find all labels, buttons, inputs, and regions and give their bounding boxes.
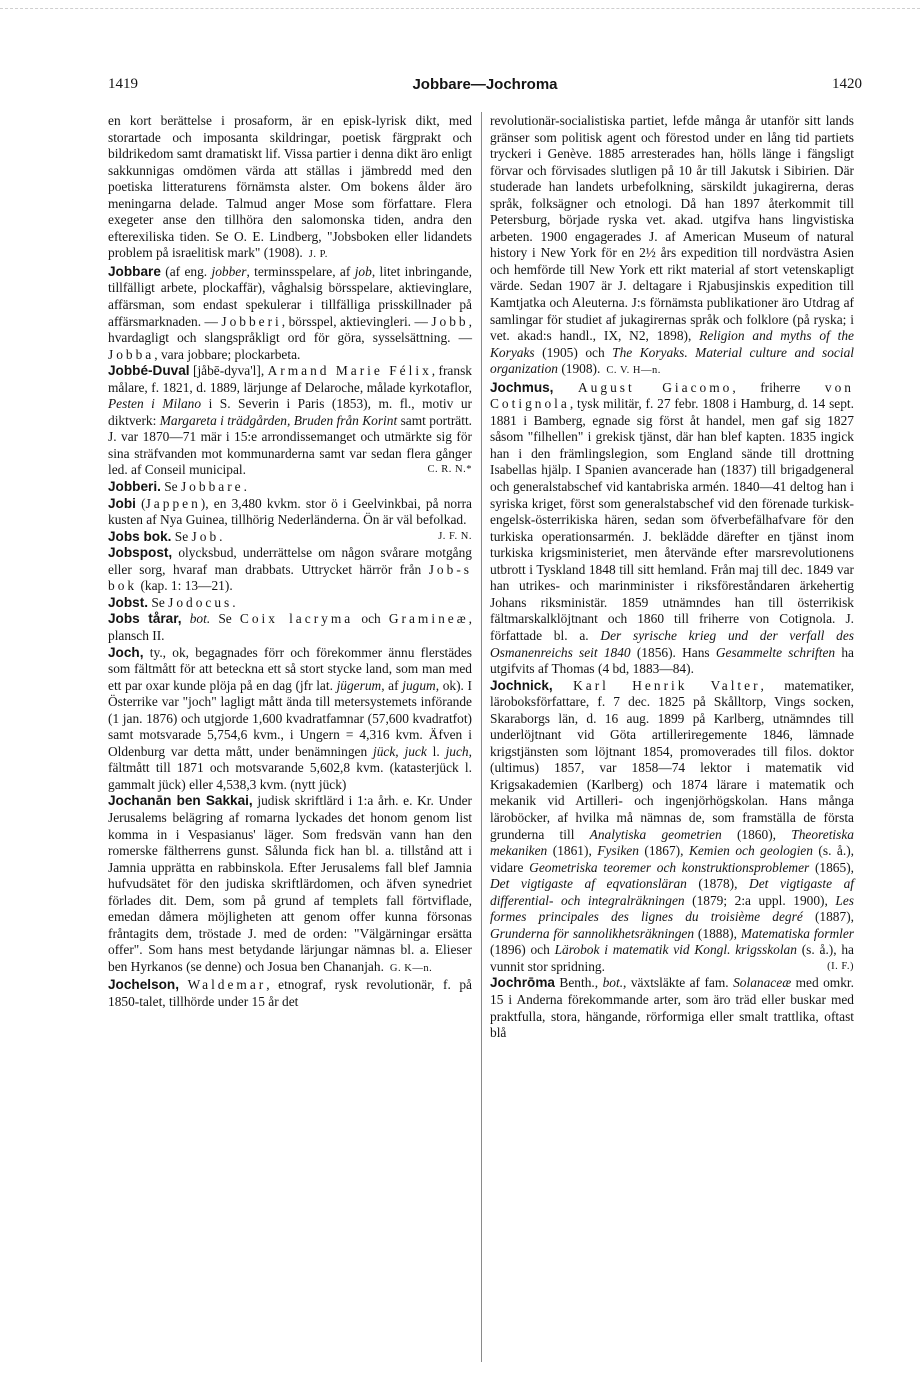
- author-signature: J. F. N.: [438, 530, 472, 542]
- scan-edge-line: [0, 8, 920, 9]
- entry-jochelson: Jochelson, Waldemar, etnograf, rysk revolutionär, f. på 1850-talet, tillhörde under 15 år det: [108, 977, 472, 1009]
- headword: Jochnick,: [490, 677, 553, 693]
- entry-jobbe-duval: Jobbé-Duval [jåbē-dyva'l], Armand Marie Félix, fransk målare, f. 1821, d. 1889, lärjunge af Delaroche, målade kyrkotaflor, Pesten i Milano i S. Severin i Paris (1853), m. fl., motiv ur diktverk: Margareta i trädgården, Bruden från Korint samt porträtt. J. var 1870—71 mär i 15:e arrondissemanget och utmärkte sig för sina sträfvanden mot kommunarderna samt var sedan flera gånger led. af Conseil municipal. C. R. N.*: [108, 363, 473, 478]
- author-signature: G. K—n.: [389, 962, 433, 974]
- headword: Jobbé-Duval: [108, 363, 190, 379]
- entry-jochanan-ben-sakkai: Jochanān ben Sakkai, judisk skriftlärd i 1:a årh. e. Kr. Under Jerusalems belägring af romarna lyckades det honom genom list komma in i Vespasianus' läger. Som fredsvän vann han den romerske fältherrens gunst. Sålunda fick han bl. a. tillstånd att i Jamnia upprätta en rabbinskola. Efter Jerusalems fall blef Jamnia hufvudsätet för den judiska skriftlärdomen, och äfven synedriet förlades dit. Dem, som på grund af templets fall förtviflade, emedan dåmera möjligheten att genom offer kunna försonas fråntagits dem, tröstade J. med de orden: "Välgärningar ersätta offer". Som hans mest betydande lärjungar nämnas bl. a. Elieser ben Hyrkanos (se denne) och Josua ben Chananjah. G. K—n.: [108, 793, 472, 974]
- entry-jochmus: Jochmus, August Giacomo, friherre von Cotignola, tysk militär, f. 27 febr. 1808 i Hamburg, d. 14 sept. 1881 i Bamberg, egnade sig först åt handel, men gaf sig 1827 såsom "filhellen" i grekisk tjänst, där han blef kapten. 1835 ingick han i den främlingslegion, som England sände till drottning Isabellas hjälp. I Spanien avancerade han (1837) till brigadgeneral och generalstabschef vid kantabriska armén. 1840—41 deltog han i syriska kriget, först som generalstabschef vid den förenade turkisk-engelsk-österrikiska hären, sedan som öfverbefälhafvare för den turkiska operationsarmén. J. beklädde därefter en tjänst inom turkiska krigsministeriet, men återvände efter marsrevolutionens utbrott i Tyskland 1848 till sitt hemland. Från maj till dec. 1849 var han utrikes- och marinminister i riksföreståndaren ärkehertig Johans riksministär. 1859 utnämndes han till österrikisk fältmarskalklöjtnant och 1860 till friherre von Cotignola. J. författade bl. a. Der syrische krieg und der verfall des Osmanenreichs seit 1840 (1856). Hans Gesammelte schriften ha utgifvits af Thomas (4 bd, 1883—84).: [490, 379, 855, 677]
- entry-jochroma: Jochrōma Benth., bot., växtsläkte af fam. Solanaceæ med omkr. 15 i Anderna förekommande arter, som äro träd eller buskar med praktfulla, stora, hängande, rörformiga eller smalt trattlika, oftast blå: [490, 975, 854, 1041]
- headword: Jobst.: [108, 594, 149, 610]
- left-column: [108, 113, 472, 1011]
- headword: Jochanān ben Sakkai,: [108, 793, 253, 809]
- entry-jobs-tarar: Jobs tårar, bot. Se Coix lacryma och Gramineæ, plansch II.: [108, 611, 472, 643]
- author-signature: C. R. N.*: [427, 464, 472, 476]
- headword: Joch,: [108, 644, 144, 660]
- entry-jobspost: Jobspost, olycksbud, underrättelse om någon svårare motgång eller sorg, hvaraf man drabbats. Uttrycket härrör från Job-s bok (kap. 1: 13—21).: [108, 545, 472, 594]
- column-divider: [481, 112, 482, 1362]
- entry-jobbare: Jobbare (af eng. jobber, terminsspelare, af job, litet inbringande, tillfälligt arbete, plockaffär), våghalsig börsspelare, aktievinglare, affärsman, som endast spekulerar i tillfälliga prisskillnader på affärsmarknaden. — Jobberi, börsspel, aktievingleri. — Jobb, hvardagligt och slangspråkligt ord för göra, sysselsättning. — Jobba, vara jobbare; plockarbeta.: [108, 263, 472, 362]
- headword: Jobspost,: [108, 545, 173, 561]
- entry-jobberi: Jobberi. Se Jobbare.: [108, 479, 247, 495]
- author-signature: (I. F.): [827, 960, 854, 972]
- entry-jochnick: Jochnick, Karl Henrik Valter, matematiker, läroboksförfattare, f. 7 dec. 1825 på Skålltorp, Vings socken, Skaraborgs län, d. 16 aug. 1899 på Karlberg, utnämndes till underlöjtnant vid Göta artilleriregemente 1846, lämnade krigstjänsten som löjtnant 1854, promoverades till filos. doktor (ultimus) 1857, var 1858—74 lektor i matematik vid Krigsakademien (Karlberg) och 1874 lärare i matematik och mekanik vid Artilleri- och ingenjörhögskolan. Hans många läroböcker, af hvilka må nämnas de, som framställa de första grunderna till Analytiska geometrien (1860), Theoretiska mekaniken (1861), Fysiken (1867), Kemien och geologien (s. å.), vidare Geometriska teoremer och konstruktionsproblemer (1865), Det vigtigaste af eqvationsläran (1878), Det vigtigaste af differential- och integralräkningen (1879; 2:a uppl. 1900), Les formes principales des lignes du troisième degré (1887), Grunderna för sannolikhetsräkningen (1888), Matematiska formler (1896) och Lärobok i matematik vid Kongl. krigsskolan (s. å.), ha vunnit stor spridning. (I. F.): [490, 677, 855, 974]
- headword: Jobs bok.: [108, 528, 172, 544]
- entry-jobs-bok: Jobs bok. Se Job.: [108, 528, 223, 544]
- right-page-number: 1420: [832, 76, 862, 92]
- page-header: [108, 76, 862, 98]
- headword: Jochelson,: [108, 977, 180, 993]
- entry-jochelson-continued: revolutionär-socialistiska partiet, lefde många år utanför sitt lands gränser som politisk agent och förestod under en lång tid partiets tryckeri i Genève. 1885 arresterades han, hölls länge i fängsligt förvar och förvisades slutligen på 10 år till Jakutsk i Sibirien. Där studerade han landets urbefolkning, särskildt jukagirerna, deras språk, folksägner och etnologi. Då han 1897 återkommit till Petersburg, började ryska vet. akad. utgifva hans lingvistiska arbeten. 1900 engagerades J. af American Museum of natural history i New York för en 2½ års expedition till nordvästra Asien och hemförde till New York ett rikt material af stort vetenskapligt värde. Sedan 1907 är J. deltagare i Rjabusjinskis expedition till Kamtjatka och Aleuterna. J:s förnämsta publikationer äro Utdrag af samlingar för studiet af jukagirernas språk och folklore (på ryska; i vet. akad:s handl., IX, N2, 1898), Religion and myths of the Koryaks (1905) och The Koryaks. Material culture and social organization (1908). C. V. H—n.: [490, 113, 855, 377]
- right-column: [490, 113, 854, 1042]
- left-page-number: 1419: [108, 76, 138, 92]
- entry-joch: Joch, ty., ok, begagnades förr och förekommer ännu flerstädes som fältmått för att beteckna ett så stort stycke land, som man med ett par oxar kunde plöja på en dag (jfr lat. jügerum, af jugum, ok). I Österrike var "joch" lagligt mått ända till metersystemets införande (1 jan. 1876) och utgjorde 1,600 kvadratfamnar (57,600 kvadratfot) samt motsvarade 5,754,6 kvm., i Ungern = 4,316 kvm. Äfven i Oldenburg var detta mått, under benämningen jück, juck l. juch, fältmått till 1871 och motsvarande 5,602,8 kvm. (katasterjück l. gammalt jück) eller 4,538,3 kvm. (nytt jück): [108, 644, 472, 792]
- headword: Jobi: [108, 495, 136, 511]
- entry-jobi: Jobi (Jappen), en 3,480 kvkm. stor ö i Geelvinkbai, på norra kusten af Nya Guinea, tillhörig Nederländerna. Ön är väl befolkad. J. F. N.: [108, 496, 472, 529]
- headword: Jochrōma: [490, 975, 555, 991]
- author-signature: J. P.: [308, 249, 328, 261]
- headword: Jobs tårar,: [108, 611, 182, 627]
- entry-job-continued: en kort berättelse i prosaform, är en episk-lyrisk dikt, med storartade och imposanta skildringar, poetisk färgprakt och bildrikedom samt dramatiskt lif. Vissa partier i denna dikt äro enligt sakkunnigas omdömen värda att ställas i jämbredd med den poetiska litteraturens förnämsta alster. Om bokens ålder äro meningarna delade. Talmud anger Mose som författare. Flera exegeter anse den tillhöra den salomonska tiden, andra den efterexiliska tiden. Se O. E. Lindberg, "Jobsboken eller lidandets problem på israelitisk mark" (1908). J. P.: [108, 113, 472, 261]
- headword: Jobberi.: [108, 479, 161, 495]
- entry-jobst: Jobst. Se Jodocus.: [108, 594, 236, 610]
- headword: Jochmus,: [490, 379, 554, 395]
- author-signature: C. V. H—n.: [606, 365, 661, 377]
- running-title: Jobbare—Jochroma: [412, 76, 558, 93]
- headword: Jobbare: [108, 263, 161, 279]
